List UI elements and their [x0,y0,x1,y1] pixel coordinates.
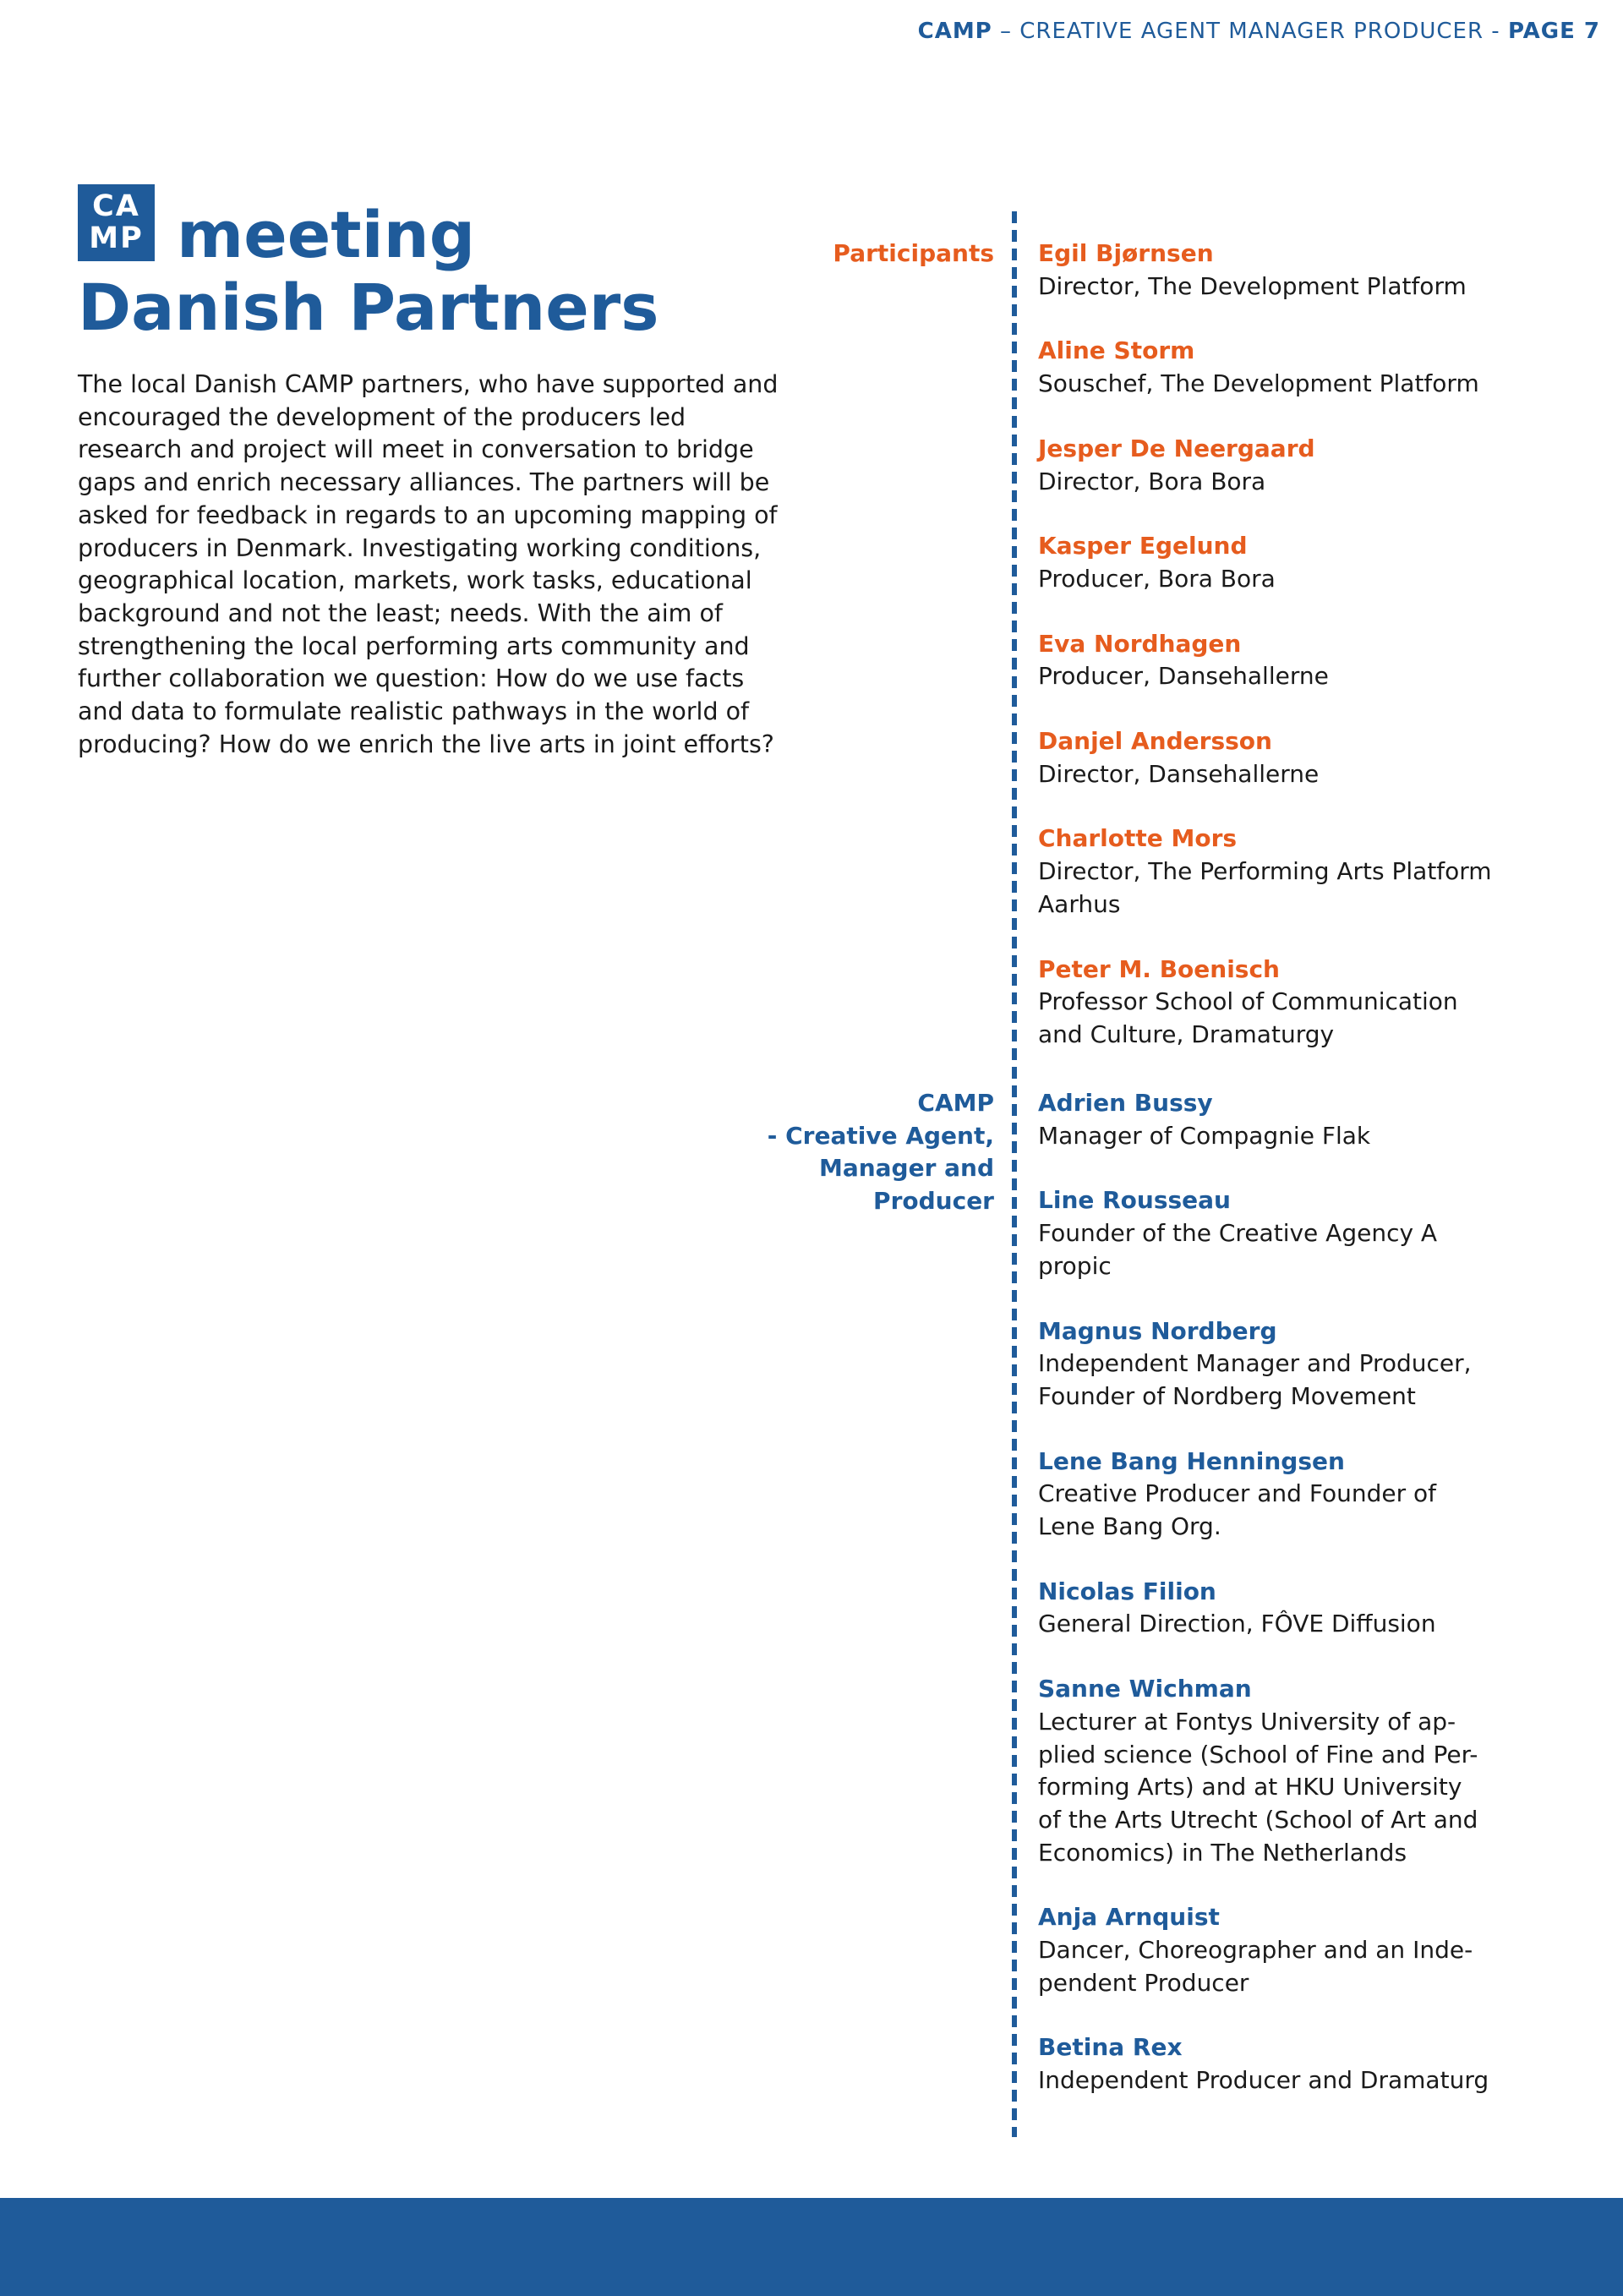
camp-label-line: Manager and [818,1154,994,1183]
camp-member-item [1038,1087,1545,1152]
camp-member-name: Line Rousseau [1038,1186,1231,1215]
participant-name: Aline Storm [1038,336,1195,365]
participant-role: Director, The Performing Arts Platform Aarhus [1038,857,1492,918]
participant-role: Director, Bora Bora [1038,467,1266,495]
logo-line-1: CA [92,189,140,223]
page-header [918,19,1600,44]
participant-role: Producer, Bora Bora [1038,564,1276,593]
page-title-line-2: Danish Partners [78,270,659,345]
participant-item [1038,433,1545,498]
participant-item [1038,530,1545,595]
participant-name: Egil Bjørnsen [1038,239,1214,267]
camp-member-name: Anja Arnquist [1038,1903,1220,1932]
camp-member-item [1038,1315,1545,1413]
participant-name: Kasper Egelund [1038,532,1248,560]
participant-item [1038,725,1545,790]
participant-item [1038,823,1545,921]
participant-item [1038,954,1545,1052]
camp-member-item [1038,1184,1545,1282]
camp-member-name: Adrien Bussy [1038,1089,1213,1117]
camp-member-role: Creative Producer and Founder of Lene Bang Org. [1038,1479,1436,1541]
participant-name: Jesper De Neergaard [1038,434,1315,462]
camp-label-line: CAMP [917,1089,994,1117]
camp-member-role: General Direction, FÔVE Diffusion [1038,1610,1436,1638]
participants-label: Participants [833,239,994,267]
participant-name: Peter M. Boenisch [1038,954,1280,983]
camp-member-role: Dancer, Choreographer and an Inde- pendent Producer [1038,1936,1473,1997]
footer-bar [0,2198,1623,2296]
participant-role: Director, Dansehallerne [1038,759,1320,788]
camp-member-role: Lecturer at Fontys University of ap- plied science (School of Fine and Per- forming Arts) and at HKU University of the Arts Utrecht (School of Art and Economics) in The Netherlands [1038,1707,1478,1867]
camp-member-role: Independent Manager and Producer, Founder of Nordberg Movement [1038,1349,1472,1410]
header-brand: CAMP [917,19,992,44]
camp-member-name: Magnus Nordberg [1038,1316,1277,1345]
participant-item [1038,238,1545,303]
camp-member-name: Sanne Wichman [1038,1675,1252,1703]
logo-line-2: MP [89,221,144,255]
camp-member-name: Betina Rex [1038,2033,1183,2062]
participant-item [1038,335,1545,400]
camp-member-name: Lene Bang Henningsen [1038,1446,1345,1475]
camp-member-item [1038,1673,1545,1869]
camp-member-role: Manager of Compagnie Flak [1038,1121,1371,1150]
camp-label-line: Producer [873,1187,994,1216]
participant-name: Danjel Andersson [1038,727,1272,756]
camp-member-item [1038,1576,1545,1641]
participant-role: Souschef, The Development Platform [1038,369,1479,398]
dashed-divider [1012,211,1017,2137]
header-page-number: PAGE 7 [1507,19,1600,44]
header-subtitle: – CREATIVE AGENT MANAGER PRODUCER - [992,19,1508,44]
camp-logo [78,184,155,261]
participant-role: Professor School of Communication and Culture, Dramaturgy [1038,987,1458,1048]
camp-members-list [1038,1087,1545,2129]
camp-label-line: - Creative Agent, [767,1121,994,1150]
camp-member-role: Founder of the Creative Agency A propic [1038,1219,1438,1280]
participant-item [1038,628,1545,693]
participant-role: Director, The Development Platform [1038,271,1467,300]
participant-name: Eva Nordhagen [1038,629,1242,658]
page-title-line-1: meeting [177,197,476,272]
camp-section-label [768,1087,994,1218]
camp-member-item [1038,2031,1545,2096]
camp-member-item [1038,1901,1545,1999]
participants-list [1038,238,1545,1084]
camp-member-role: Independent Producer and Dramaturg [1038,2066,1489,2095]
intro-paragraph: The local Danish CAMP partners, who have supported and encouraged the development of the producers led research and project will meet in conversation to bridge gaps and enrich necessary alliances. The partners will be asked for feedback in regards to an upcoming mapping of producers in Denmark. Investigating working conditions, geographical location, markets, work tasks, educational background and not the least; needs. With the aim of strengthening the local performing arts community and further collaboration we question: How do we use facts and data to formulate realistic pathways in the world of producing? How do we enrich the live arts in joint efforts? [78,370,779,758]
participant-name: Charlotte Mors [1038,824,1238,853]
camp-member-item [1038,1446,1545,1544]
camp-member-name: Nicolas Filion [1038,1577,1216,1605]
participant-role: Producer, Dansehallerne [1038,662,1329,691]
